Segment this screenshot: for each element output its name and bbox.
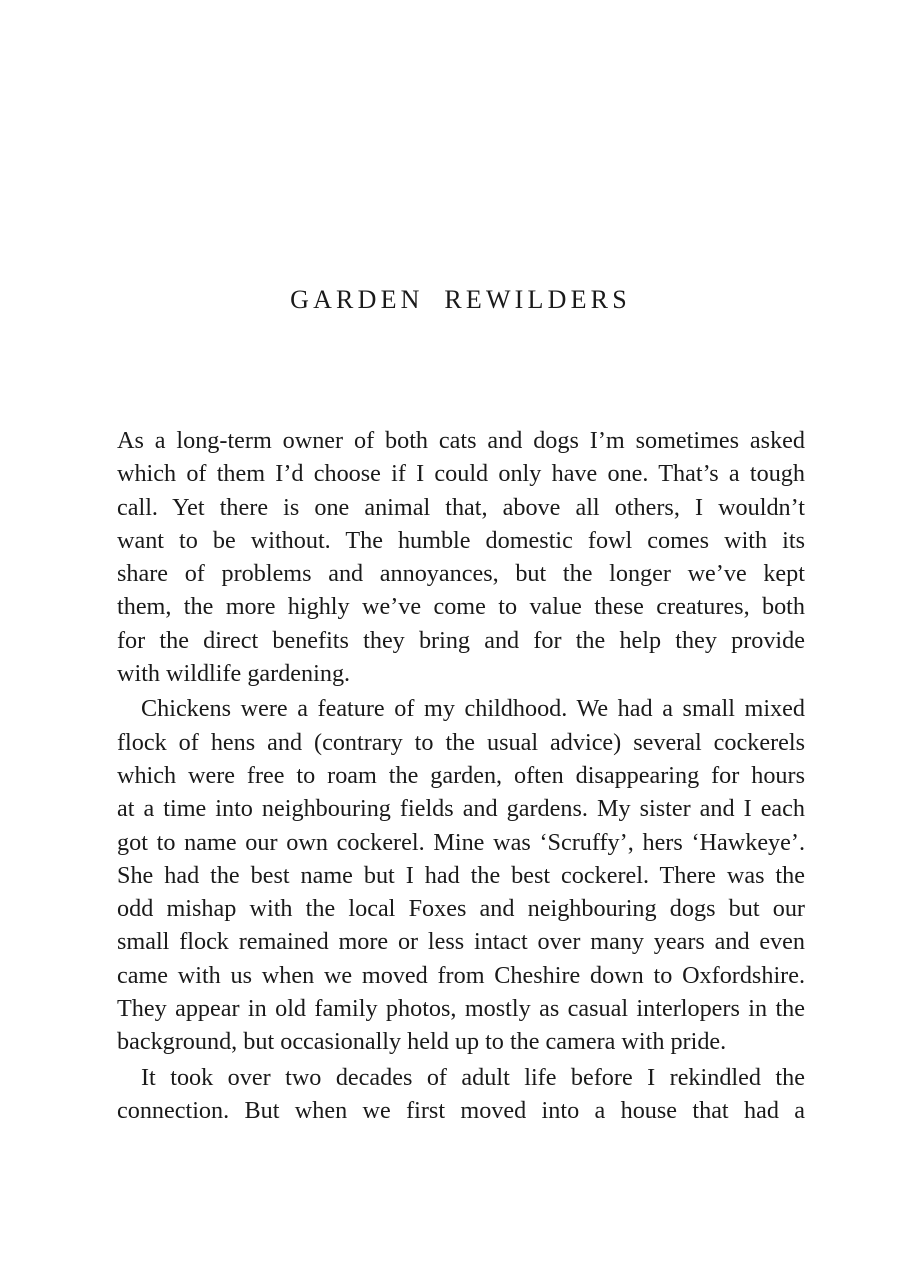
text-line: She had the best name but I had the best cockerel. There was the <box>117 861 805 889</box>
text-line: Chickens were a feature of my childhood. We had a small mixed <box>141 695 805 723</box>
paragraph-1 <box>117 424 805 690</box>
body-text <box>117 424 805 1127</box>
text-line: share of problems and annoyances, but the longer we’ve kept <box>117 560 805 588</box>
text-line: odd mishap with the local Foxes and neighbouring dogs but our <box>117 895 805 923</box>
text-line: at a time into neighbouring fields and gardens. My sister and I each <box>117 795 805 823</box>
chapter-title: GARDEN REWILDERS <box>290 285 631 314</box>
text-line: which were free to roam the garden, often disappearing for hours <box>117 761 805 789</box>
text-line: call. Yet there is one animal that, above all others, I wouldn’t <box>117 493 805 521</box>
paragraph-3 <box>117 1061 805 1128</box>
text-line: connection. But when we first moved into a house that had a <box>117 1096 805 1124</box>
text-line: with wildlife gardening. <box>117 660 351 688</box>
text-line: them, the more highly we’ve come to value these creatures, both <box>117 593 805 621</box>
text-line: As a long-term owner of both cats and dogs I’m sometimes asked <box>117 427 805 454</box>
text-line: which of them I’d choose if I could only have one. That’s a tough <box>117 460 805 488</box>
text-line: came with us when we moved from Cheshire down to Oxfordshire. <box>117 961 805 989</box>
text-line: got to name our own cockerel. Mine was ‘Scruffy’, hers ‘Hawkeye’. <box>117 828 805 856</box>
text-line: want to be without. The humble domestic fowl comes with its <box>117 526 805 554</box>
text-line: They appear in old family photos, mostly as casual interlopers in the <box>117 995 805 1023</box>
text-line: flock of hens and (contrary to the usual advice) several cockerels <box>117 728 805 756</box>
text-line: background, but occasionally held up to the camera with pride. <box>117 1028 727 1056</box>
text-line: for the direct benefits they bring and for the help they provide <box>117 626 805 654</box>
text-line: small flock remained more or less intact over many years and even <box>117 928 805 956</box>
paragraph-2 <box>117 692 805 1058</box>
text-line: It took over two decades of adult life before I rekindled the <box>141 1063 805 1091</box>
